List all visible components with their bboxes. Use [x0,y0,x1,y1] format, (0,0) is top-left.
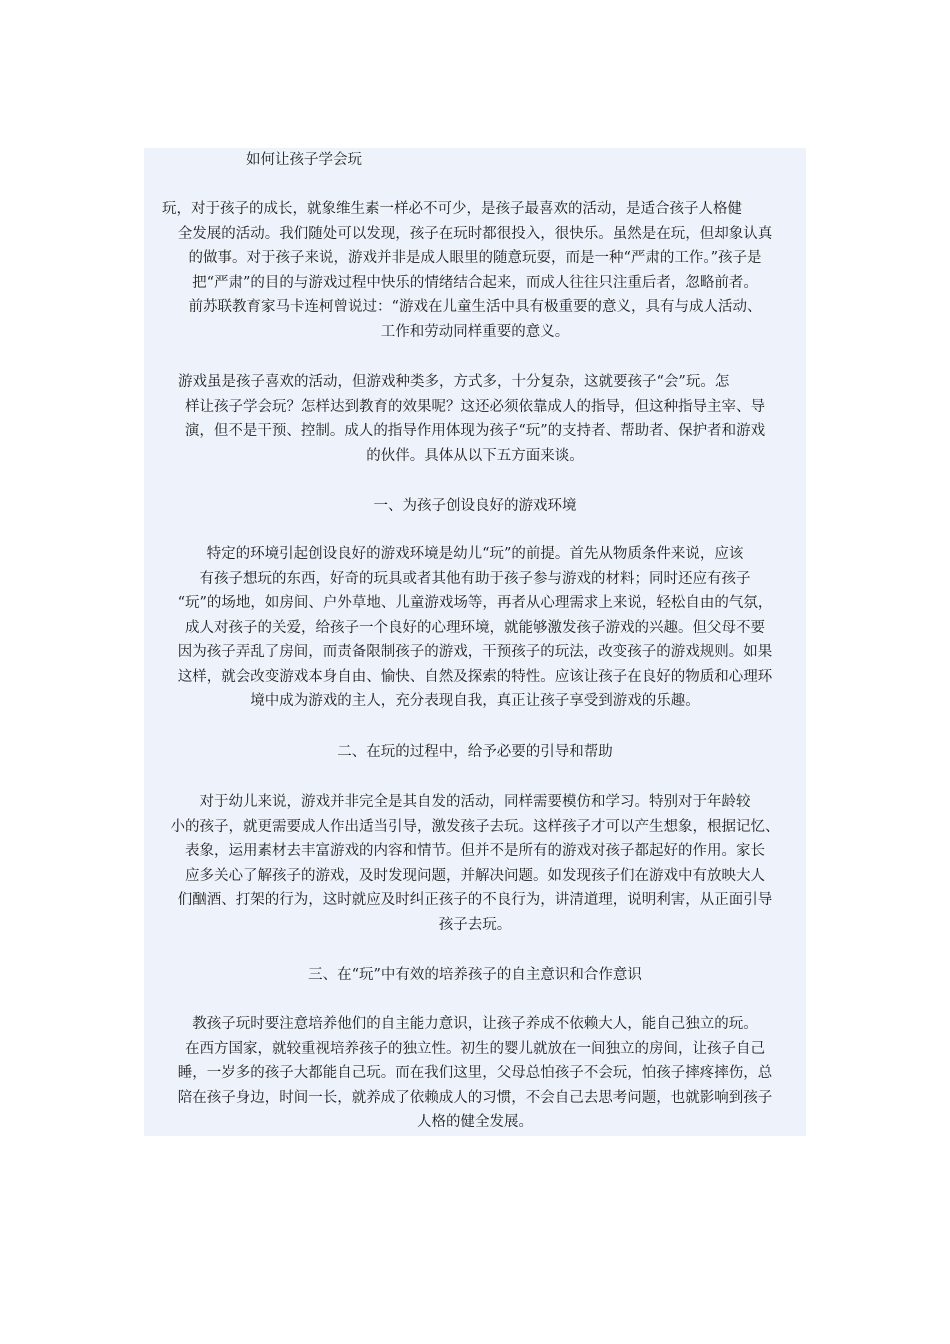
section-heading-1: 一、为孩子创设良好的游戏环境 [373,498,577,514]
paragraph-line: 人格的健全发展。 [417,1114,533,1130]
section-heading-2: 二、在玩的过程中，给予必要的引导和帮助 [337,744,613,760]
paragraph-2 [144,370,806,468]
paragraph-line: 在西方国家，就较重视培养孩子的独立性。初生的婴儿就放在一间独立的房间，让孩子自己 [185,1040,765,1057]
paragraph-line: 睡，一岁多的孩子大都能自己玩。而在我们这里，父母总怕孩子不会玩，怕孩子摔疼摔伤，总 [177,1065,773,1081]
document-content [144,148,806,1136]
paragraph-line: 这样，就会改变游戏本身自由、愉快、自然及探索的特性。应该让孩子在良好的物质和心理环 [177,668,773,685]
paragraph-line: 演，但不是干预、控制。成人的指导作用体现为孩子“玩”的支持者、帮助者、保护者和游戏 [184,423,766,439]
paragraph-line: 样让孩子学会玩？怎样达到教育的效果呢？这还必须依靠成人的指导，但这种指导主宰、导 [185,398,765,415]
paragraph-line: 应多关心了解孩子的游戏，及时发现问题，并解决问题。如发现孩子们在游戏中有放映大人 [185,867,765,884]
paragraph-line: 表象，运用素材去丰富游戏的内容和情节。但并不是所有的游戏对孩子都起好的作用。家长 [185,843,765,859]
paragraph-line: 玩，对于孩子的成长，就象维生素一样必不可少，是孩子最喜欢的活动，是适合孩子人格健 [162,201,742,217]
paragraph-line: 把“严肃”的目的与游戏过程中快乐的情绪结合起来，而成人往往只注重后者，忽略前者。 [192,274,758,291]
paragraph-line: 小的孩子，就更需要成人作出适当引导，激发孩子去玩。这样孩子才可以产生想象，根据记忆、 [170,818,780,835]
paragraph-line: 前苏联教育家马卡连柯曾说过：“游戏在儿童生活中具有极重要的意义，具有与成人活动、 [188,299,762,315]
paragraph-3 [144,542,806,714]
paragraph-line: 孩子去玩。 [438,916,512,933]
paragraph-line: “玩”的场地，如房间、户外草地、儿童游戏场等，再者从心理需求上来说，轻松自由的气氛， [177,595,773,611]
paragraph-line: 因为孩子弄乱了房间，而责备限制孩子的游戏，干预孩子的玩法，改变孩子的游戏规则。如果 [177,644,773,660]
paragraph-line: 境中成为游戏的主人，充分表现自我，真正让孩子享受到游戏的乐趣。 [250,693,700,709]
paragraph-line: 的做事。对于孩子来说，游戏并非是成人眼里的随意玩耍，而是一种“严肃的工作。”孩子是 [188,250,762,266]
paragraph-4 [144,790,806,937]
paragraph-line: 们酗酒、打架的行为，这时就应及时纠正孩子的不良行为，讲清道理，说明利害，从正面引导 [177,892,773,908]
paragraph-line: 的伙伴。具体从以下五方面来谈。 [366,447,584,464]
paragraph-1 [144,197,806,344]
paragraph-line: 特定的环境引起创设良好的游戏环境是幼儿“玩”的前提。首先从物质条件来说，应该 [206,546,744,562]
paragraph-line: 全发展的活动。我们随处可以发现，孩子在玩时都很投入，很快乐。虽然是在玩，但却象认真 [177,225,773,242]
paragraph-line: 对于幼儿来说，游戏并非完全是其自发的活动，同样需要模仿和学习。特别对于年龄较 [199,794,751,810]
paragraph-line: 工作和劳动同样重要的意义。 [380,323,570,340]
paragraph-line: 教孩子玩时要注意培养他们的自主能力意识，让孩子养成不依赖大人，能自己独立的玩。 [192,1016,758,1032]
document-title: 如何让孩子学会玩 [246,152,362,168]
paragraph-line: 成人对孩子的关爱，给孩子一个良好的心理环境，就能够激发孩子游戏的兴趣。但父母不要 [185,619,765,636]
section-heading-3: 三、在“玩”中有效的培养孩子的自主意识和合作意识 [308,967,642,983]
paragraph-5 [144,1012,806,1135]
paragraph-line: 有孩子想玩的东西，好奇的玩具或者其他有助于孩子参与游戏的材料；同时还应有孩子 [199,570,751,587]
paragraph-line: 陪在孩子身边，时间一长，就养成了依赖成人的习惯，不会自己去思考问题，也就影响到孩子 [177,1089,773,1106]
paragraph-line: 游戏虽是孩子喜欢的活动，但游戏种类多，方式多，十分复杂，这就要孩子“会”玩。怎 [178,374,730,390]
